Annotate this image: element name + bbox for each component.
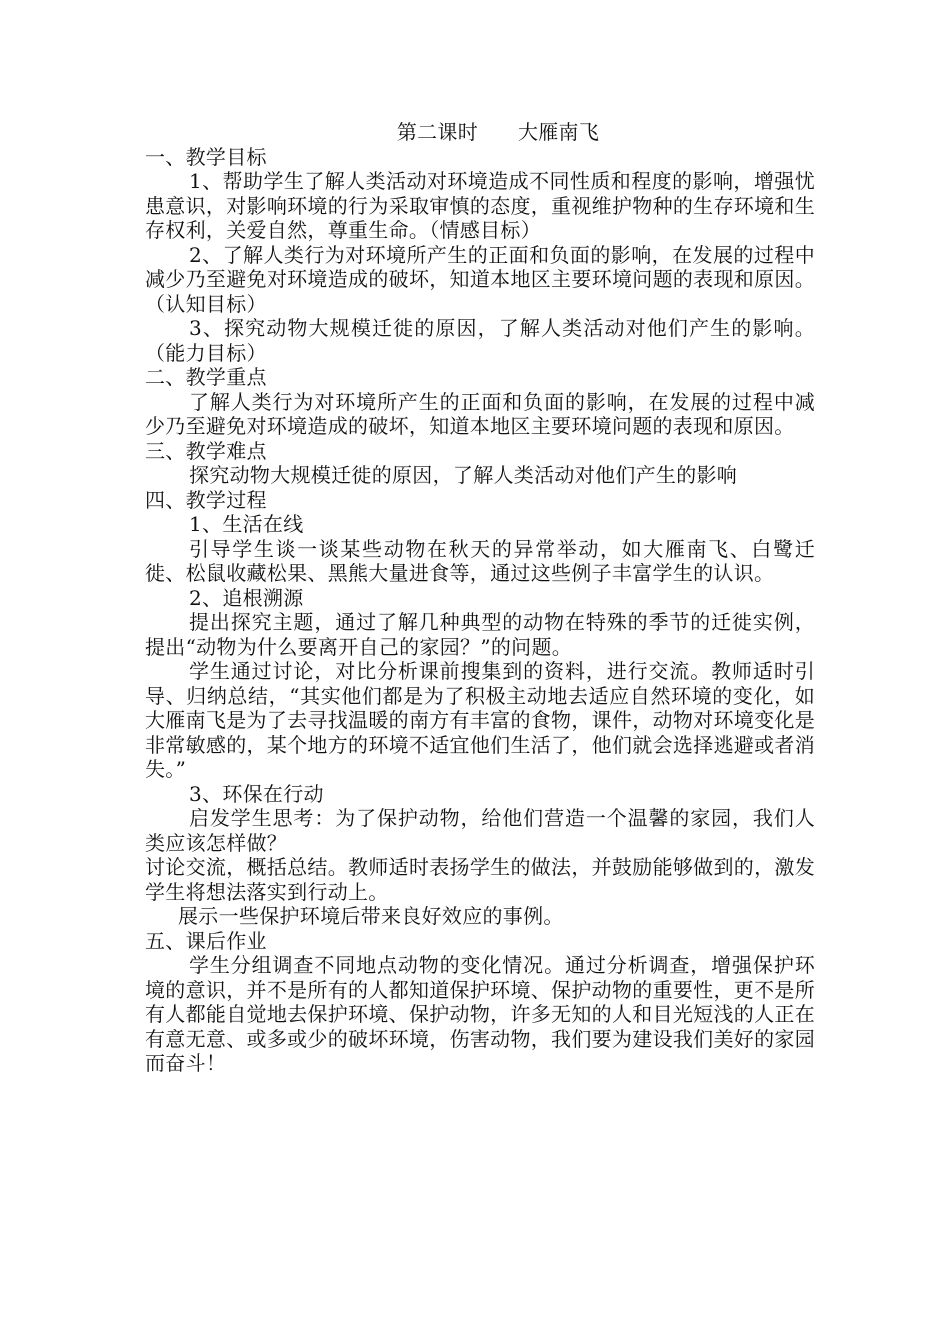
section-heading-difficulties: 三、教学难点 <box>145 438 267 463</box>
section-heading-homework: 五、课后作业 <box>145 928 267 953</box>
page-title: 第二课时 大雁南飞 <box>396 120 600 144</box>
homework-text: 学生分组调查不同地点动物的变化情况。通过分析调查，增强保护环境的意识，并不是所有的人都知道保护环境、保护动物的重要性，更不是所有人都能自觉地去保护环境、保护动物，许多无知的人和目光短浅的人正在有意无意、或多或少的破坏环境，伤害动物，我们要为建设我们美好的家园而奋斗！ <box>145 953 815 1075</box>
goal-item: 1、帮助学生了解人类活动对环境造成不同性质和程度的影响，增强忧患意识，对影响环境的行为采取审慎的态度，重视维护物种的生存环境和生存权利，关爱自然，尊重生命。（情感目标） <box>145 169 815 242</box>
document-body <box>145 120 815 1076</box>
process-step-text: 引导学生谈一谈某些动物在秋天的异常举动，如大雁南飞、白鹭迁徙、松鼠收藏松果、黑熊大量进食等，通过这些例子丰富学生的认识。 <box>145 536 815 585</box>
process-step-text: 展示一些保护环境后带来良好效应的事例。 <box>178 904 564 928</box>
goal-item: 3、探究动物大规模迁徙的原因，了解人类活动对他们产生的影响。（能力目标） <box>145 316 815 365</box>
process-step-text: 讨论交流，概括总结。教师适时表扬学生的做法，并鼓励能够做到的，激发学生将想法落实到行动上。 <box>145 855 815 904</box>
goal-item: 2、了解人类行为对环境所产生的正面和负面的影响，在发展的过程中减少乃至避免对环境造成的破坏，知道本地区主要环境问题的表现和原因。（认知目标） <box>145 242 815 316</box>
section-heading-goals: 一、教学目标 <box>145 144 267 169</box>
difficulties-text: 探究动物大规模迁徙的原因，了解人类活动对他们产生的影响 <box>189 463 738 487</box>
process-step-text: 提出探究主题，通过了解几种典型的动物在特殊的季节的迁徙实例，提出“动物为什么要离开自己的家园？”的问题。 <box>145 610 815 659</box>
section-heading-key-points: 二、教学重点 <box>145 365 267 389</box>
process-step-title: 1、生活在线 <box>189 512 304 536</box>
process-step-text: 启发学生思考：为了保护动物，给他们营造一个温馨的家园，我们人类应该怎样做？ <box>145 806 815 855</box>
key-points-text: 了解人类行为对环境所产生的正面和负面的影响，在发展的过程中减少乃至避免对环境造成的破坏，知道本地区主要环境问题的表现和原因。 <box>145 389 815 438</box>
section-heading-process: 四、教学过程 <box>145 487 267 512</box>
process-step-text: 学生通过讨论，对比分析课前搜集到的资料，进行交流。教师适时引导、归纳总结，“其实他们都是为了积极主动地去适应自然环境的变化，如大雁南飞是为了去寻找温暖的南方有丰富的食物，课件，动物对环境变化是非常敏感的，某个地方的环境不适宜他们生活了，他们就会选择逃避或者消失。” <box>145 659 815 781</box>
process-step-title: 2、追根溯源 <box>189 585 304 610</box>
process-step-title: 3、环保在行动 <box>189 781 324 806</box>
